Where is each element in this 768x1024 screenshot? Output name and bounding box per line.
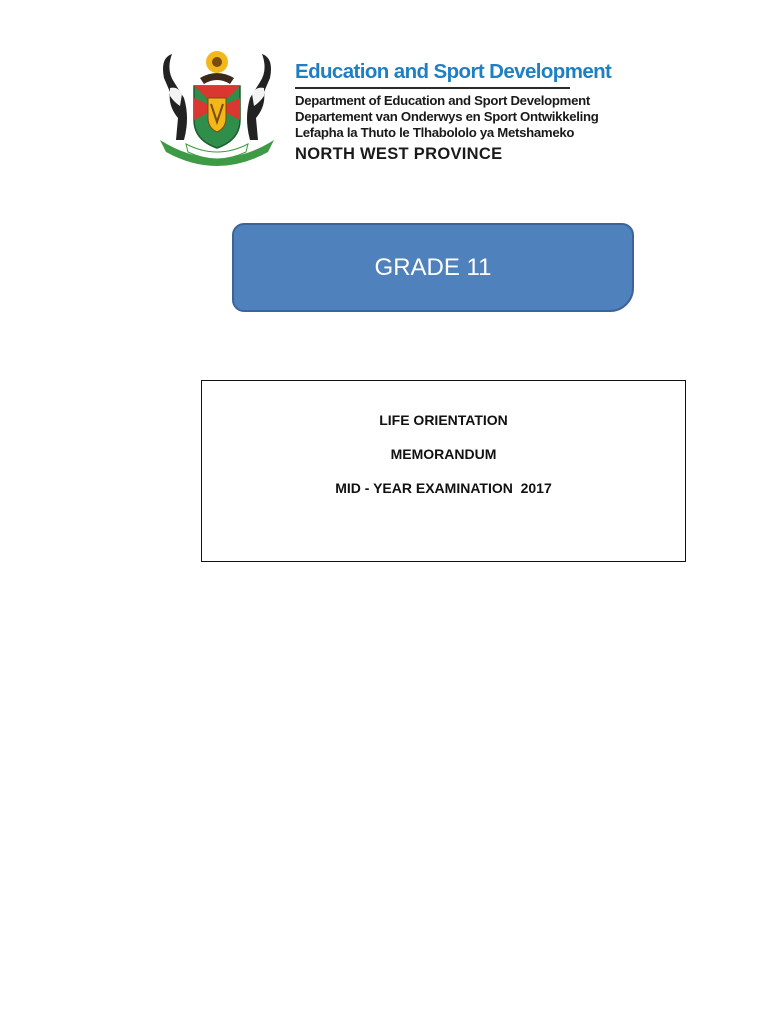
department-line-setswana: Lefapha la Thuto le Tlhabololo ya Metshameko: [295, 125, 575, 140]
grade-label: GRADE 11: [374, 253, 492, 281]
department-line-english: Department of Education and Sport Development: [295, 93, 590, 108]
title-divider: [295, 87, 570, 89]
province-name: NORTH WEST PROVINCE: [295, 145, 503, 163]
department-line-afrikaans: Departement van Onderwys en Sport Ontwikkeling: [295, 109, 599, 124]
subject-title: LIFE ORIENTATION: [379, 412, 508, 428]
cover-info-box: [201, 380, 686, 562]
department-title: Education and Sport Development: [295, 60, 612, 83]
page-header: [150, 48, 612, 170]
north-west-coat-of-arms-icon: [150, 48, 284, 168]
exam-title: MID - YEAR EXAMINATION 2017: [335, 480, 552, 496]
department-block: [295, 60, 611, 164]
document-type: MEMORANDUM: [390, 446, 497, 462]
grade-banner: [232, 223, 634, 312]
